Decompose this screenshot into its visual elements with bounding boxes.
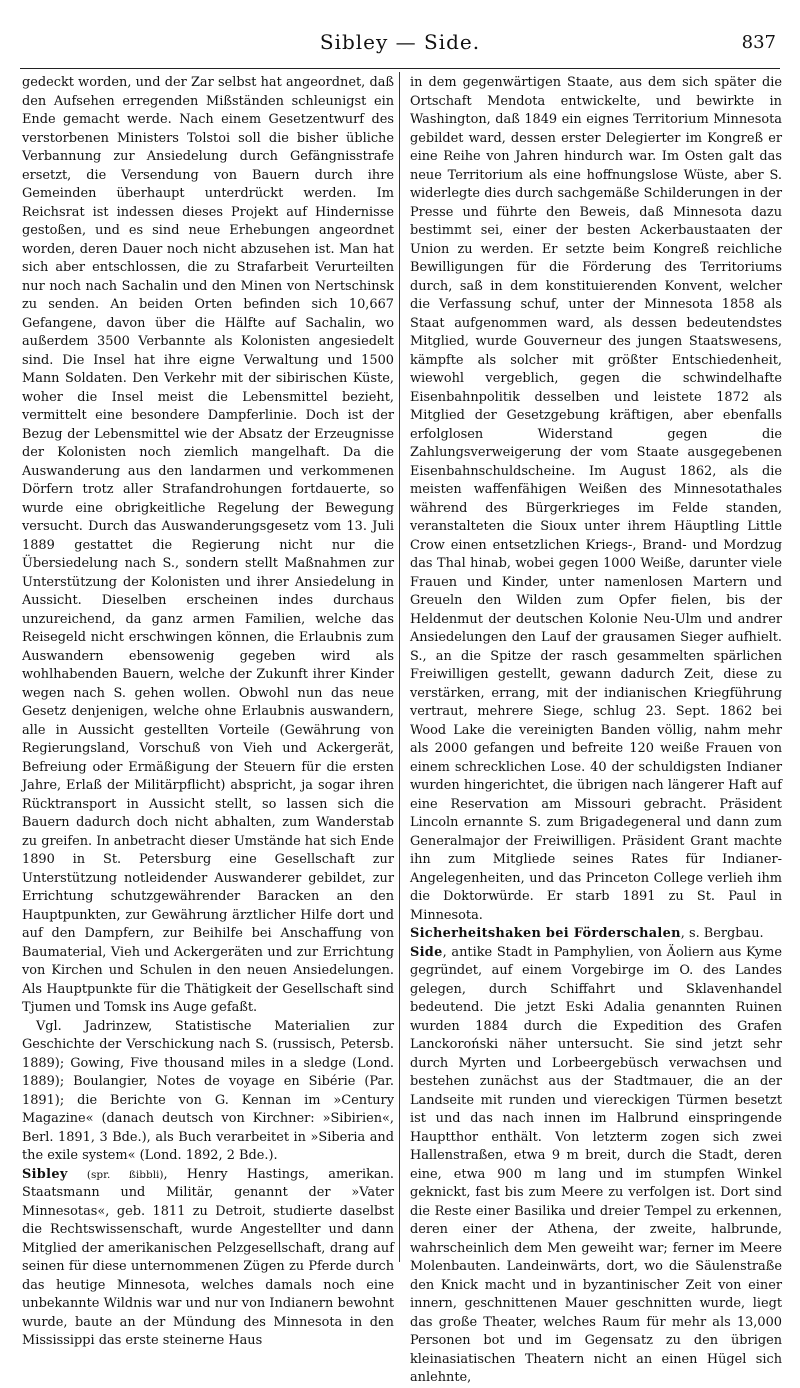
entry-sibley: [22, 1166, 394, 1351]
headword-side: Side: [410, 944, 443, 960]
entry-side-body: , antike Stadt in Pamphylien, von Äoliern aus Kyme gegründet, auf einem Vorgebirge im O. des Landes gelegen, durch Schiffahrt und Sklavenhandel bedeutend. Die jetzt Eski Adalia genannten Ruinen wurden 1884 durch die Expedition des Grafen Lanckoroński näher untersucht. Sie sind jetzt sehr durch Myrten und Lorbeergebüsch verwachsen und bestehen zunächst aus der Stadtmauer, die an der Landseite mit runden und viereckigen Türmen besetzt ist und das nach innen im Halbrund einspringende Hauptthor enthält. Von letzterm zogen sich zwei Hallenstraßen, etwa 9 m breit, durch die Stadt, deren eine, etwa 900 m lang und im stumpfen Winkel geknickt, fast bis zum Meere zu verfolgen ist. Dort sind die Reste einer Basilika und dreier Tempel zu erkennen, deren einer der Athena, der zweite, halbrunde, wahrscheinlich dem Men geweiht war; ferner im Meere Molenbauten. Landeinwärts, dort, wo die Säulenstraße den Knick macht und in byzantinischer Zeit von einer innern, geschnittenen Mauer geschnitten wurde, liegt das große Theater, welches Raum für mehr als 13,000 Personen bot und im Gegensatz zu den übrigen kleinasiatischen Theatern nicht an einen Hügel sich anlehnte,: [410, 944, 782, 1385]
header-rule: [20, 68, 780, 69]
headword-sicherheitshaken: Sicherheitshaken bei Förderschalen: [410, 926, 681, 941]
entry-sicherheitshaken-body: , s. Bergbau.: [680, 926, 764, 941]
pronunciation: (spr. ßibbli): [86, 1168, 164, 1181]
paragraph-literature: Vgl. Jadrinzew, Statistische Materialien zur Geschichte der Verschickung nach S. (russisch, Petersb. 1889); Gowing, Five thousand miles in a sledge (Lond. 1889); Boulangier, Notes de voyage en Sibérie (Par. 1891); die Berichte von G. Kennan im »Century Magazine« (danach deutsch von Kirchner: »Sibirien«, Berl. 1891, 3 Bde.), als Buch verarbeitet in »Siberia and the exile system« (Lond. 1892, 2 Bde.).: [22, 1018, 394, 1163]
column-divider: [399, 72, 400, 1262]
paragraph-siberia-continued: gedeckt worden, und der Zar selbst hat angeordnet, daß den Aufsehen erregenden Mißständen schleunigst ein Ende gemacht werde. Nach einem Gesetzentwurf des verstorbenen Ministers Tolstoi soll die bisher übliche Verbannung zur Ansiedelung durch Gefängnisstrafe ersetzt, die Versendung von Bauern durch ihre Gemeinden überhaupt unterdrückt werden. Im Reichsrat ist indessen dieses Projekt auf Hindernisse gestoßen, und es sind neue Erhebungen angeordnet worden, deren Dauer noch nicht abzusehen ist. Man hat sich aber entschlossen, die zu Strafarbeit Verurteilten nur noch nach Sachalin und den Minen von Nertschinsk zu senden. An beiden Orten befinden sich 10,667 Gefangene, davon über die Hälfte auf Sachalin, wo außerdem 3500 Verbannte als Kolonisten angesiedelt sind. Die Insel hat ihre eigne Verwaltung und 1500 Mann Soldaten. Den Verkehr mit der sibirischen Küste, woher die Insel meist die Lebensmittel bezieht, vermittelt eine besondere Dampferlinie. Doch ist der Bezug der Lebensmittel wie der Absatz der Erzeugnisse der Kolonisten noch ziemlich mangelhaft. Da die Auswanderung aus den landarmen und verkommenen Dörfern trotz aller Strafandrohungen fortdauerte, so wurde eine obrigkeitliche Regelung der Bewegung versucht. Durch das Auswanderungsgesetz vom 13. Juli 1889 gestattet die Regierung nicht nur die Übersiedelung nach S., sondern stellt Maßnahmen zur Unterstützung der Kolonisten und ihrer Ansiedelung in Aussicht. Dieselben erscheinen indes durchaus unzureichend, da ganz armen Familien, welche das Reisegeld nicht erschwingen können, die Erlaubnis zum Auswandern ebensowenig gegeben wird als wohlhabenden Bauern, welche der Zukunft ihrer Kinder wegen nach S. gehen wollen. Obwohl nun das neue Gesetz denjenigen, welche ohne Erlaubnis auswandern, alle in Aussicht gestellten Vorteile (Gewährung von Regierungsland, Vorschuß von Vieh und Ackergerät, Befreiung oder Ermäßigung der Steuern für die ersten Jahre, Erlaß der Militärpflicht) abspricht, ja sogar ihren Rücktransport in Aussicht stellt, so lassen sich die Bauern dadurch doch nicht abhalten, zum Wanderstab zu greifen. In anbetracht dieser Umstände hat sich Ende 1890 in St. Petersburg eine Gesellschaft zur Unterstützung notleidender Auswanderer gebildet, zur Errichtung schutzgewährender Baracken an den Hauptpunkten, zur Gewährung ärztlicher Hilfe dort und auf den Dampfern, zur Beihilfe bei Anschaffung von Baumaterial, Vieh und Ackergeräten und zur Errichtung von Kirchen und Schulen in den neuen Ansiedelungen. Als Hauptpunkte für die Thätigkeit der Gesellschaft sind Tjumen und Tomsk ins Auge gefaßt.: [22, 75, 395, 1015]
paragraph-sibley-continued: in dem gegenwärtigen Staate, aus dem sich später die Ortschaft Mendota entwickelte, und bewirkte in Washington, daß 1849 ein eignes Territorium Minnesota gebildet ward, dessen erster Delegierter im Kongreß er eine Reihe von Jahren hindurch war. Im Osten galt das neue Territorium als eine hoffnungslose Wüste, aber S. widerlegte dies durch sachgemäße Schilderungen in der Presse und führte den Beweis, daß Minnesota dazu bestimmt sei, einer der besten Ackerbaustaaten der Union zu werden. Er setzte beim Kongreß reichliche Bewilligungen für die Förderung des Territoriums durch, saß in dem konstituierenden Konvent, welcher die Verfassung schuf, unter der Minnesota 1858 als Staat aufgenommen ward, als dessen bedeutendstes Mitglied, wurde Gouverneur des jungen Staatswesens, kämpfte als solcher mit größter Entschiedenheit, wiewohl vergeblich, gegen die schwindelhafte Eisenbahnpolitik desselben und leistete 1872 als Mitglied der Gesetzgebung kräftigen, aber ebenfalls erfolglosen Widerstand gegen die Zahlungsverweigerung der vom Staate ausgegebenen Eisenbahnschuldscheine. Im August 1862, als die meisten waffenfähigen Weißen des Minnesotathales während des Bürgerkrieges im Felde standen, veranstalteten die Sioux unter ihrem Häuptling Little Crow einen entsetzlichen Kriegs-, Brand- und Mordzug das Thal hinab, wobei gegen 1000 Weiße, darunter viele Frauen und Kinder, unter namenlosen Martern und Greueln den Wilden zum Opfer fielen, bis der Heldenmut der deutschen Kolonie Neu-Ulm und andrer Ansiedelungen den Lauf der grausamen Sieger aufhielt. S., an die Spitze der rasch gesammelten spärlichen Freiwilligen gestellt, gewann dadurch Zeit, diese zu verstärken, errang, mit der indianischen Kriegführung vertraut, mehrere Siege, schlug 23. Sept. 1862 bei Wood Lake die vereinigten Banden völlig, nahm mehr als 2000 gefangen und befreite 120 weiße Frauen von einem schrecklichen Lose. 40 der schuldigsten Indianer wurden hingerichtet, die übrigen nach längerer Haft auf eine Reservation am Missouri gebracht. Präsident Lincoln ernannte S. zum Brigadegeneral und dann zum Generalmajor der Freiwilligen. Präsident Grant machte ihn zum Mitgliede seines Rates für Indianer-Angelegenheiten, und das Princeton College verlieh ihm die Doktorwürde. Er starb 1891 zu St. Paul in Minnesota.: [410, 75, 782, 923]
entry-sicherheitshaken: [410, 925, 782, 944]
running-head: Sibley — Side.: [319, 30, 481, 54]
left-column: [22, 74, 395, 1348]
right-column: [410, 74, 782, 1385]
entry-sibley-body: , Henry Hastings, amerikan. Staatsmann und Militär, genannt der »Vater Minnesotas«, geb. 1811 zu Detroit, studierte daselbst die Rechtswissenschaft, wurde Angestellter und dann Mitglied der amerikanischen Pelzgesellschaft, drang auf seinen für diese unternommenen Zügen zu Pferde durch das heutige Minnesota, welches damals noch eine unbekannte Wildnis war und nur von Indianern bewohnt wurde, baute an der Mündung des Minnesota in den Mississippi das erste steinerne Haus: [22, 1166, 394, 1348]
entry-side: [410, 944, 782, 1388]
headword-sibley: Sibley: [22, 1166, 68, 1182]
page-number: 837: [741, 32, 776, 53]
page-header: [0, 30, 800, 64]
